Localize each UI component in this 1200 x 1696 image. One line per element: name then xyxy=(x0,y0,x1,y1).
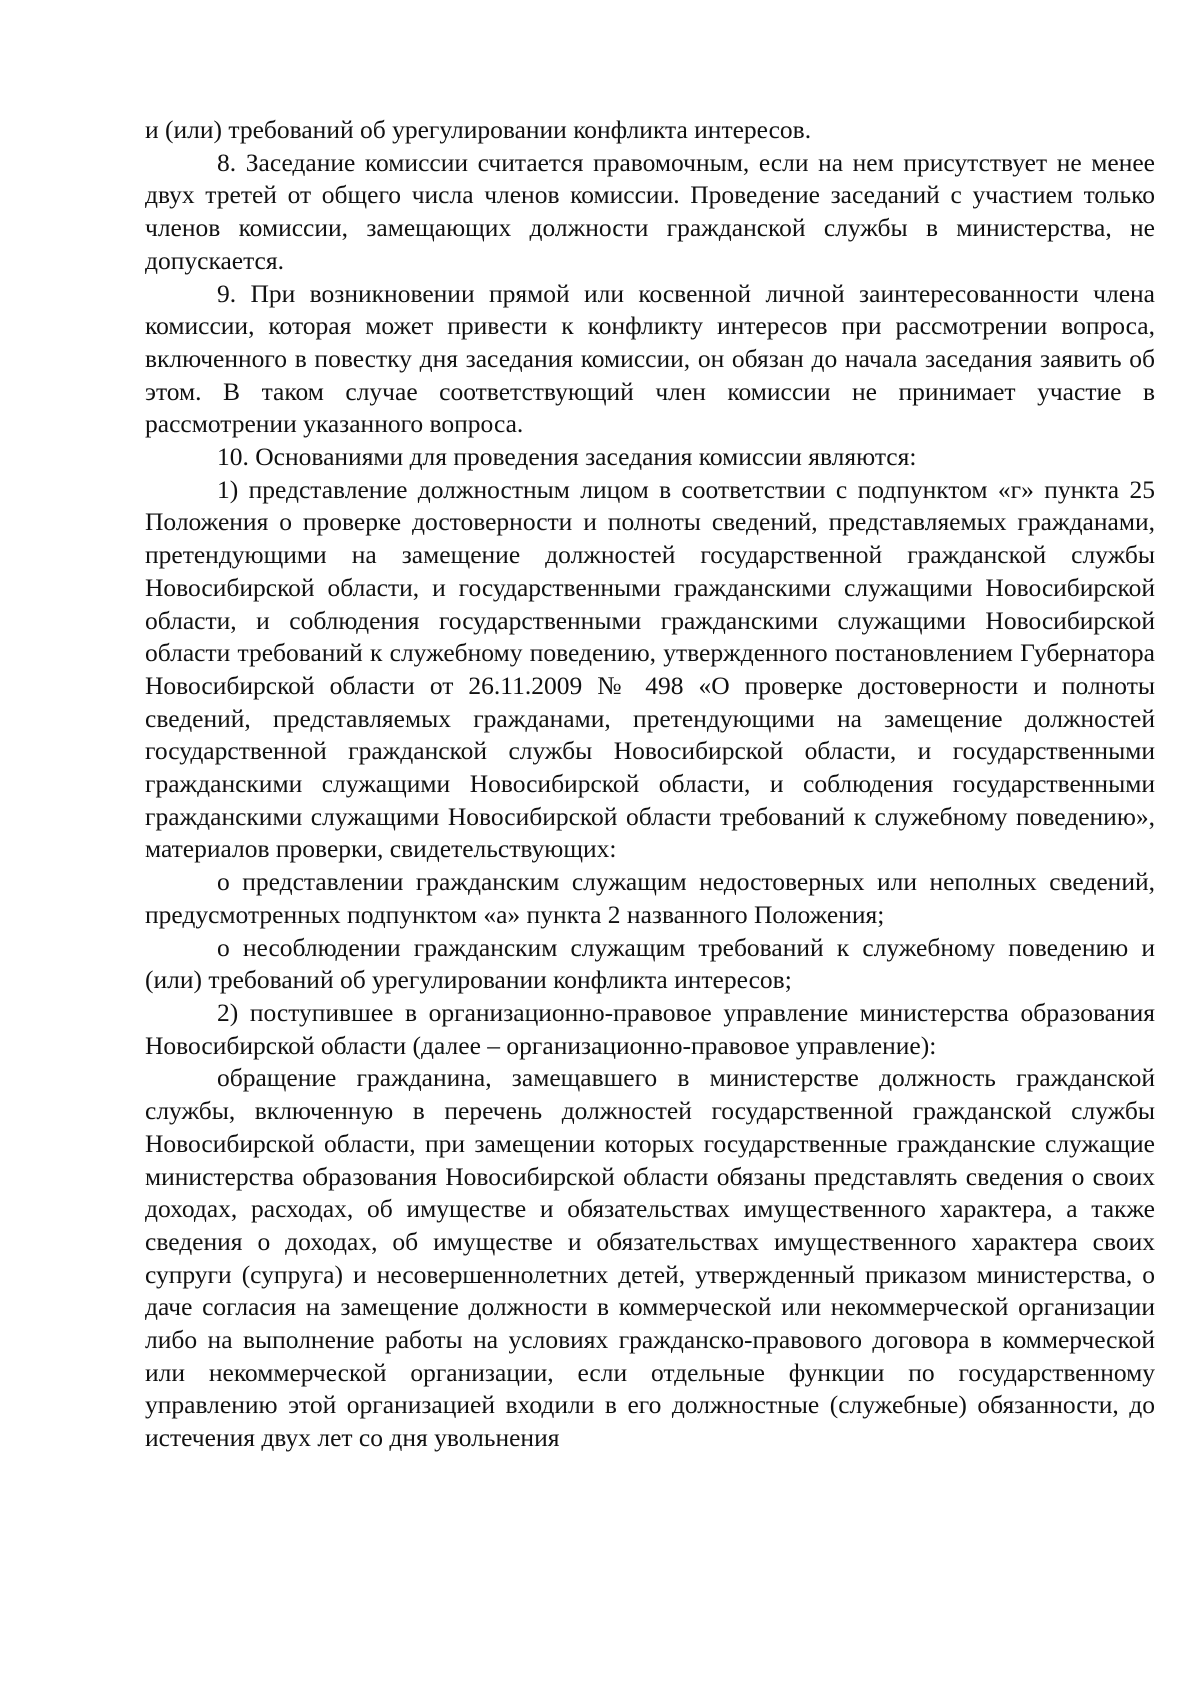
paragraph-continuation: и (или) требований об урегулировании конфликта интересов. xyxy=(145,115,812,144)
paragraph-item-10: 10. Основаниями для проведения заседания комиссии являются: xyxy=(217,442,917,472)
paragraph-subitem-1-a: о представлении гражданским служащим недостоверных или неполных сведений, предусмотренных подпунктом «а» пункта 2 названного Положения; xyxy=(145,867,1155,929)
paragraph-item-8: 8. Заседание комиссии считается правомочным, если на нем присутствует не менее двух третей от общего числа членов комиссии. Проведение заседаний с участием только членов комиссии, замещающих должности гражданской службы в министерства, не допускается. xyxy=(145,147,1155,275)
paragraph-subitem-2: 2) поступившее в организационно-правовое управление министерства образования Новосибирской области (далее – организационно-правовое управление): xyxy=(145,997,1155,1060)
paragraph-subitem-2-a: обращение гражданина, замещавшего в министерстве должность гражданской службы, включенную в перечень должностей государственной гражданской службы Новосибирской области, при замещении которых государственные гражданские служащие министерства образования Новосибирской области обязаны представлять сведения о своих доходах, расходах, об имуществе и обязательствах имущественного характера, а также сведения о доходах, об имуществе и обязательствах имущественного характера своих супруги (супруга) и несовершеннолетних детей, утвержденный приказом министерства, о даче согласия на замещение должности в коммерческой или некоммерческой организации либо на выполнение работы на условиях гражданско-правового договора в коммерческой или некоммерческой организации, если отдельные функции по государственному управлению этой организацией входили в его должностные (служебные) обязанности, до истечения двух лет со дня увольнения xyxy=(145,1063,1155,1453)
paragraph-subitem-1: 1) представление должностным лицом в соответствии с подпунктом «г» пункта 25 Положения о проверке достоверности и полноты сведений, представляемых гражданами, претендующими на замещение должностей государственной гражданской службы Новосибирской области, и государственными гражданскими служащими Новосибирской области, и соблюдения государственными гражданскими служащими Новосибирской области требований к служебному поведению, утвержденного постановлением Губернатора Новосибирской области от 26.11.2009 № 498 «О проверке достоверности и полноты сведений, представляемых гражданами, претендующими на замещение должностей государственной гражданской службы Новосибирской области, и государственными гражданскими служащими Новосибирской области, и соблюдения государственными гражданскими служащими Новосибирской области требований к служебному поведению», материалов проверки, свидетельствующих: xyxy=(145,474,1155,864)
document-page xyxy=(145,114,1155,1455)
paragraph-subitem-1-b: о несоблюдении гражданским служащим требований к служебному поведению и (или) требований об урегулировании конфликта интересов; xyxy=(145,932,1155,995)
paragraph-item-9: 9. При возникновении прямой или косвенной личной заинтересованности члена комиссии, которая может привести к конфликту интересов при рассмотрении вопроса, включенного в повестку дня заседания комиссии, он обязан до начала заседания заявить об этом. В таком случае соответствующий член комиссии не принимает участие в рассмотрении указанного вопроса. xyxy=(145,278,1155,439)
